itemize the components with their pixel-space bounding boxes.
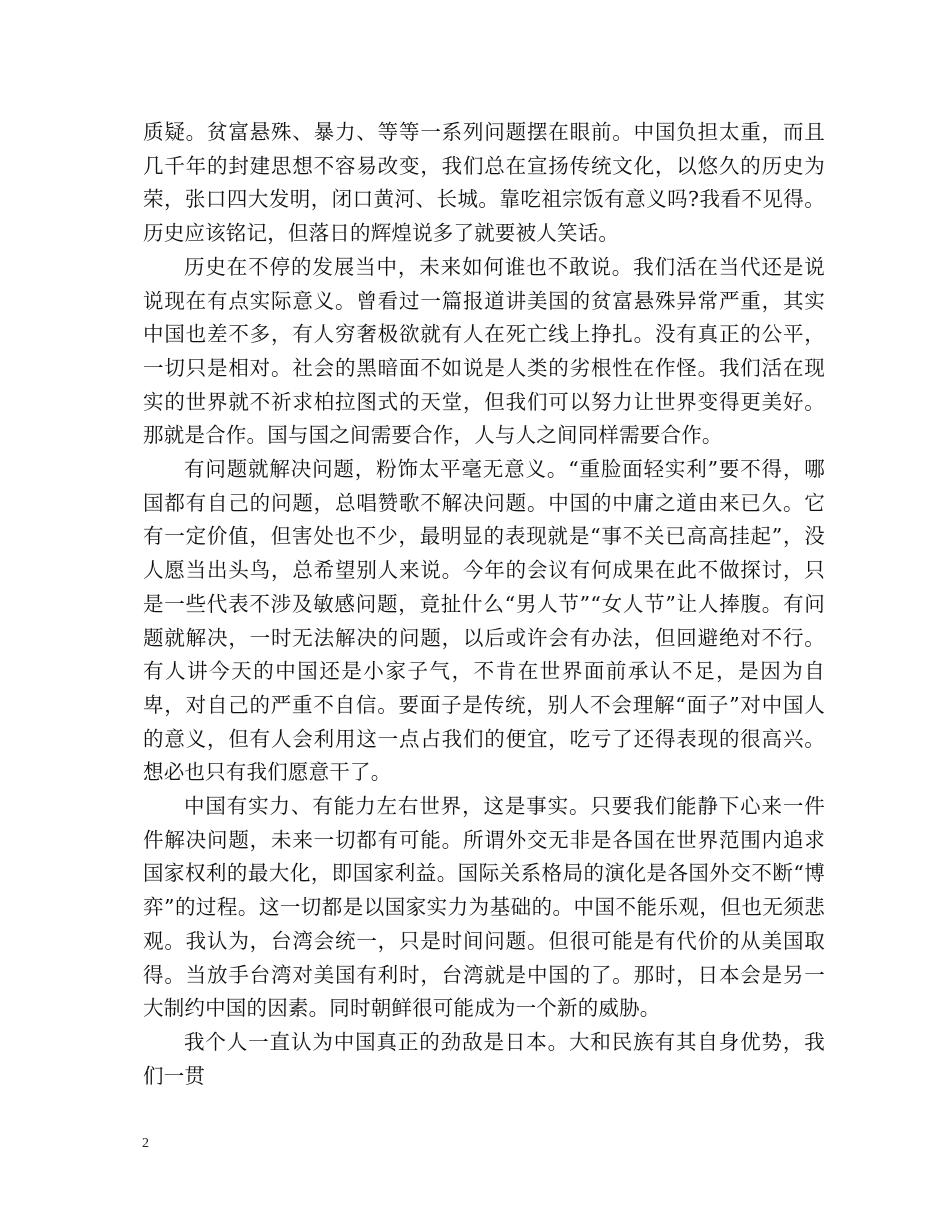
body-text [143,116,825,1093]
paragraph-japan: 我个人一直认为中国真正的劲敌是日本。大和民族有其自身优势，我们一贯 [143,1029,825,1088]
paragraph-diplomacy: 中国有实力、有能力左右世界，这是事实。只要我们能静下心来一件件解决问题，未来一切都有可能。所谓外交无非是各国在世界范围内追求国家权利的最大化，即国家利益。国际关系格局的演化是各国外交不断“博弈”的过程。这一切都是以国家实力为基础的。中国不能乐观，但也无须悲观。我认为，台湾会统一，只是时间问题。但很可能是有代价的从美国取得。当放手台湾对美国有利时，台湾就是中国的了。那时，日本会是另一大制约中国的因素。同时朝鲜很可能成为一个新的威胁。 [143,794,825,1021]
paragraph-problems: 有问题就解决问题，粉饰太平毫无意义。“重脸面轻实利”要不得，哪国都有自己的问题，总唱赞歌不解决问题。中国的中庸之道由来已久。它有一定价值，但害处也不少，最明显的表现就是“事不关已高高挂起”，没人愿当出头鸟，总希望别人来说。今年的会议有何成果在此不做探讨，只是一些代表不涉及敏感问题，竟扯什么“男人节”“女人节”让人捧腹。有问题就解决，一时无法解决的问题，以后或许会有办法，但回避绝对不行。有人讲今天的中国还是小家子气，不肯在世界面前承认不足，是因为自卑，对自己的严重不自信。要面子是传统，别人不会理解“面子”对中国人的意义，但有人会利用这一点占我们的便宜，吃亏了还得表现的很高兴。想必也只有我们愿意干了。 [143,457,825,785]
paragraph-continuation: 质疑。贫富悬殊、暴力、等等一系列问题摆在眼前。中国负担太重，而且几千年的封建思想不容易改变，我们总在宣扬传统文化，以悠久的历史为荣，张口四大发明，闭口黄河、长城。靠吃祖宗饭有意义吗?我看不见得。历史应该铭记，但落日的辉煌说多了就要被人笑话。 [143,120,825,246]
paragraph-history: 历史在不停的发展当中，未来如何谁也不敢说。我们活在当代还是说说现在有点实际意义。曾看过一篇报道讲美国的贫富悬殊异常严重，其实中国也差不多，有人穷奢极欲就有人在死亡线上挣扎。没有真正的公平，一切只是相对。社会的黑暗面不如说是人类的劣根性在作怪。我们活在现实的世界就不祈求柏拉图式的天堂，但我们可以努力让世界变得更美好。那就是合作。国与国之间需要合作，人与人之间同样需要合作。 [143,254,825,448]
page-number: 2 [142,1136,149,1151]
